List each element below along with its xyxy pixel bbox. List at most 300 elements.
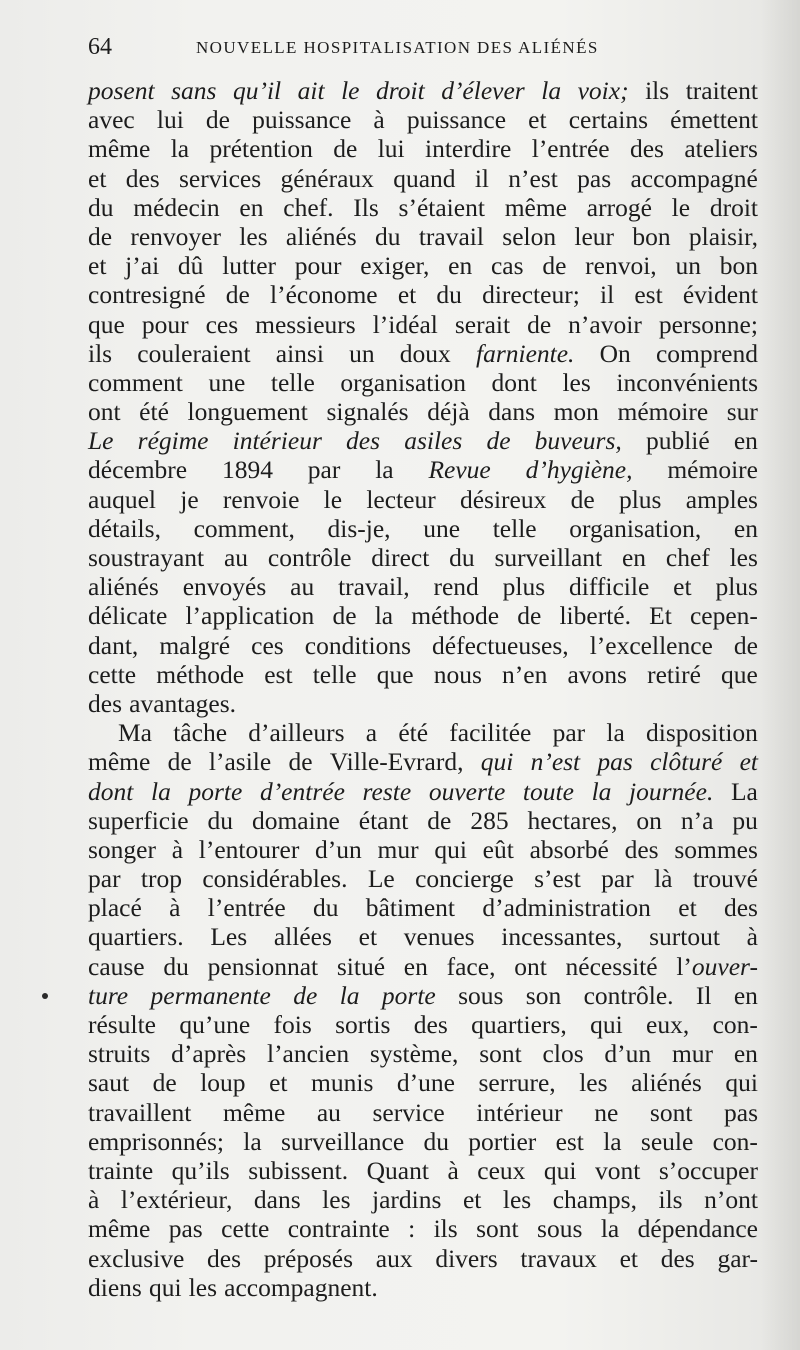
text-line bbox=[88, 105, 758, 134]
word: émettent bbox=[670, 105, 758, 135]
word: messieurs bbox=[255, 309, 356, 339]
page-header bbox=[88, 34, 758, 74]
word: ils bbox=[658, 1185, 683, 1215]
word: travail, bbox=[338, 572, 410, 602]
word: étant bbox=[358, 805, 409, 835]
word: nous bbox=[433, 659, 482, 689]
word: des bbox=[207, 1243, 242, 1273]
word: On bbox=[599, 338, 631, 368]
text-line bbox=[88, 222, 758, 251]
word: intérieur bbox=[232, 426, 322, 456]
word: mur bbox=[377, 834, 419, 864]
text-line bbox=[88, 1244, 758, 1273]
page-number: 64 bbox=[88, 34, 112, 60]
word: voix; bbox=[577, 76, 629, 105]
word: préposés bbox=[263, 1243, 354, 1273]
text-line bbox=[88, 455, 758, 484]
word: difficile bbox=[569, 572, 650, 602]
word: ture bbox=[88, 980, 129, 1010]
text-line bbox=[88, 368, 758, 397]
word: seule bbox=[640, 1126, 694, 1156]
text-line bbox=[88, 1010, 758, 1039]
word: serrure, bbox=[478, 1068, 556, 1098]
text-line bbox=[88, 310, 758, 339]
word: telle bbox=[270, 367, 315, 397]
word: contresigné bbox=[88, 280, 206, 310]
word: l’entrée bbox=[531, 134, 610, 164]
word: même bbox=[504, 192, 567, 222]
word: travail bbox=[418, 221, 484, 251]
word: plus bbox=[618, 484, 662, 514]
word: décembre bbox=[88, 455, 188, 485]
word: aliénés bbox=[285, 221, 357, 251]
word: exclusive bbox=[88, 1243, 185, 1273]
word: Ils bbox=[353, 192, 379, 222]
word: dont bbox=[491, 367, 537, 397]
text-line bbox=[88, 426, 758, 455]
word: droit bbox=[709, 192, 758, 222]
word: inconvénients bbox=[616, 367, 758, 397]
word: dont bbox=[88, 776, 134, 806]
word: les bbox=[729, 543, 758, 572]
word: de bbox=[205, 105, 230, 135]
word: services bbox=[179, 163, 262, 193]
word: posent bbox=[88, 76, 155, 105]
word: cas bbox=[490, 251, 524, 281]
word: la bbox=[606, 718, 625, 748]
word: s’étaient bbox=[398, 192, 485, 222]
word: même bbox=[88, 134, 151, 164]
word: lutter bbox=[222, 251, 277, 281]
word: les bbox=[188, 1272, 217, 1302]
word: des bbox=[413, 1010, 448, 1039]
word: les bbox=[562, 367, 591, 397]
word: de bbox=[542, 251, 567, 281]
word: par bbox=[601, 864, 634, 894]
word: est bbox=[555, 1126, 584, 1156]
text-line bbox=[88, 631, 758, 660]
word: portier bbox=[468, 1126, 537, 1156]
word: Il bbox=[695, 980, 712, 1010]
word: sans bbox=[171, 76, 217, 105]
word: la bbox=[170, 134, 190, 164]
word: au bbox=[316, 1097, 341, 1127]
word: Le bbox=[88, 426, 114, 456]
word: défectueuses, bbox=[432, 630, 569, 660]
word: ainsi bbox=[275, 338, 324, 368]
word: cette bbox=[88, 659, 137, 689]
word: d’entrée bbox=[259, 776, 345, 806]
word: dans bbox=[253, 1185, 301, 1215]
word: doux bbox=[399, 338, 451, 368]
word: ces bbox=[251, 630, 284, 660]
word: et bbox=[673, 572, 692, 602]
word: qu’il bbox=[232, 76, 282, 105]
word: et bbox=[397, 280, 417, 310]
word: en bbox=[733, 980, 758, 1010]
word: par bbox=[307, 455, 341, 485]
word: chef bbox=[665, 543, 710, 572]
word: et bbox=[462, 1185, 482, 1215]
word: du bbox=[375, 221, 401, 251]
word: ne bbox=[594, 1097, 619, 1127]
running-head: NOUVELLE HOSPITALISATION DES ALIÉNÉS bbox=[196, 38, 599, 57]
word: conditions bbox=[304, 630, 411, 660]
word: d’hygiène, bbox=[525, 455, 633, 485]
word: sous bbox=[537, 1214, 583, 1244]
word: permanente bbox=[150, 980, 271, 1010]
word: longuement bbox=[187, 397, 308, 427]
word: l’extérieur, bbox=[120, 1185, 233, 1215]
word: liberté. bbox=[559, 601, 631, 631]
word: s’occuper bbox=[658, 1155, 758, 1185]
word: soustrayant bbox=[88, 543, 205, 572]
text-line bbox=[88, 1068, 758, 1097]
word: Les bbox=[210, 922, 248, 952]
word: farniente. bbox=[475, 338, 575, 368]
word: cette bbox=[221, 1214, 270, 1244]
word: service bbox=[372, 1097, 445, 1127]
word: nécessité bbox=[565, 951, 658, 981]
word: Ville-Evrard, bbox=[329, 747, 464, 777]
word: on bbox=[636, 805, 662, 835]
word: comment, bbox=[193, 513, 295, 543]
text-line bbox=[88, 1156, 758, 1185]
word: d’élever bbox=[441, 76, 525, 105]
word: puissance bbox=[406, 105, 507, 135]
text-line bbox=[88, 601, 758, 630]
word: prétention bbox=[209, 134, 313, 164]
word: sont bbox=[649, 1097, 693, 1127]
word: retiré bbox=[647, 659, 701, 689]
word: comprend bbox=[655, 338, 758, 368]
word: malgré bbox=[159, 630, 231, 660]
word: tâche bbox=[173, 718, 228, 748]
word: ils bbox=[645, 76, 670, 105]
word: surveillance bbox=[280, 1126, 405, 1156]
word: de bbox=[570, 484, 595, 514]
word: aliénés bbox=[631, 1068, 702, 1098]
word: reste bbox=[362, 776, 412, 806]
word: concierge bbox=[415, 864, 514, 894]
word: publié bbox=[645, 426, 710, 456]
word: droit bbox=[376, 76, 425, 105]
word: j’ai bbox=[125, 251, 160, 281]
word: signalés bbox=[326, 397, 409, 427]
word: d’ailleurs bbox=[248, 718, 345, 748]
word: vont bbox=[595, 1155, 641, 1185]
word: à bbox=[447, 1155, 459, 1185]
word: 1894 bbox=[221, 455, 273, 485]
word: le bbox=[671, 192, 691, 222]
text-line bbox=[88, 718, 758, 747]
word: chef. bbox=[283, 192, 334, 222]
word: porte bbox=[381, 980, 436, 1010]
word: songer bbox=[88, 834, 156, 864]
word: en bbox=[733, 426, 758, 456]
word: aux bbox=[375, 1243, 413, 1273]
word: n’en bbox=[502, 659, 548, 689]
word: comment bbox=[88, 367, 183, 397]
word: sont bbox=[479, 1039, 522, 1069]
word: les bbox=[502, 1185, 532, 1215]
text-line bbox=[88, 251, 758, 280]
margin-dot bbox=[42, 993, 48, 999]
word: traitent bbox=[685, 76, 758, 105]
word: est bbox=[634, 280, 663, 310]
word: telle bbox=[312, 659, 357, 689]
word: que bbox=[721, 659, 758, 689]
word: sortis bbox=[335, 1010, 391, 1039]
word: exiger, bbox=[360, 251, 430, 281]
word: Le bbox=[367, 864, 395, 894]
word: sommes bbox=[674, 834, 758, 864]
word: pour bbox=[141, 309, 189, 339]
word: l’ouver- bbox=[676, 951, 758, 981]
word: qui bbox=[543, 1155, 577, 1185]
word: mon bbox=[553, 397, 599, 427]
word: la bbox=[375, 455, 394, 485]
body-text bbox=[88, 76, 758, 1302]
word: en bbox=[621, 543, 647, 572]
word: est bbox=[264, 659, 293, 689]
word: emprisonnés; bbox=[88, 1126, 224, 1156]
word: pensionnat bbox=[207, 951, 319, 981]
word: en bbox=[733, 513, 758, 543]
word: l’entrée bbox=[207, 893, 286, 923]
word: des bbox=[660, 1243, 695, 1273]
word: trainte bbox=[88, 1155, 154, 1185]
word: un bbox=[675, 251, 701, 281]
word: de bbox=[486, 426, 511, 456]
word: sous bbox=[458, 980, 504, 1010]
word: n’ont bbox=[704, 1185, 758, 1215]
text-line bbox=[88, 1214, 758, 1243]
word: une bbox=[208, 367, 246, 397]
word: de bbox=[167, 747, 192, 777]
word: de bbox=[427, 805, 452, 835]
word: un bbox=[349, 338, 375, 368]
word: les bbox=[239, 221, 268, 251]
word: l’excellence bbox=[589, 630, 713, 660]
word: et bbox=[358, 922, 378, 952]
word: la bbox=[339, 980, 360, 1010]
word: amples bbox=[685, 484, 758, 514]
word: cause bbox=[88, 951, 145, 981]
word: des bbox=[125, 163, 160, 193]
word: absorbé bbox=[529, 834, 609, 864]
word: à bbox=[169, 893, 181, 923]
word: renvoyer bbox=[130, 221, 221, 251]
word: La bbox=[730, 776, 758, 806]
word: à bbox=[373, 105, 385, 135]
word: directeur; bbox=[482, 280, 580, 310]
word: et bbox=[88, 163, 107, 193]
text-line bbox=[88, 747, 758, 776]
word: désireux bbox=[459, 484, 547, 514]
word: pour bbox=[294, 251, 342, 281]
word: là bbox=[654, 864, 673, 894]
word: quand bbox=[393, 163, 456, 193]
word: système, bbox=[369, 1039, 459, 1069]
text-line bbox=[88, 1127, 758, 1156]
word: con- bbox=[712, 1126, 758, 1156]
word: disposition bbox=[646, 718, 758, 748]
word: du bbox=[207, 805, 233, 835]
word: d’administration bbox=[482, 893, 651, 923]
text-line bbox=[88, 1273, 758, 1302]
word: été bbox=[398, 718, 429, 748]
word: et bbox=[739, 747, 758, 777]
text-line bbox=[88, 864, 758, 893]
word: lui bbox=[156, 105, 184, 135]
word: : bbox=[408, 1214, 416, 1244]
word: accompagnent. bbox=[224, 1272, 378, 1302]
word: situé bbox=[336, 951, 386, 981]
word: bon bbox=[719, 251, 758, 281]
word: Et bbox=[649, 601, 672, 631]
word: évident bbox=[682, 280, 758, 310]
word: que bbox=[376, 659, 414, 689]
word: de bbox=[293, 980, 318, 1010]
word: buveurs, bbox=[534, 426, 622, 456]
word: plus bbox=[502, 572, 546, 602]
text-line bbox=[88, 193, 758, 222]
word: son bbox=[525, 980, 562, 1010]
word: la bbox=[243, 1126, 262, 1156]
text-line bbox=[88, 1039, 758, 1068]
word: mémoire bbox=[667, 455, 758, 485]
word: rend bbox=[433, 572, 479, 602]
word: et bbox=[269, 1068, 288, 1098]
word: la bbox=[603, 1126, 622, 1156]
word: et bbox=[678, 893, 697, 923]
word: puissance bbox=[252, 105, 352, 135]
word: subissent. bbox=[248, 1155, 349, 1185]
word: quartiers, bbox=[471, 1010, 567, 1039]
word: leur bbox=[574, 221, 615, 251]
word: méthode bbox=[411, 601, 500, 631]
word: je bbox=[180, 484, 199, 514]
word: selon bbox=[502, 221, 557, 251]
word: trop bbox=[140, 864, 182, 894]
word: saut bbox=[88, 1068, 130, 1098]
word: couleraient bbox=[137, 338, 251, 368]
word: travaux bbox=[520, 1243, 597, 1273]
word: clôturé bbox=[650, 747, 723, 777]
word: et bbox=[88, 251, 107, 281]
word: résulte bbox=[88, 1010, 156, 1039]
word: ont bbox=[88, 397, 121, 427]
text-line bbox=[88, 835, 758, 864]
word: superficie bbox=[88, 805, 189, 835]
word: qui bbox=[590, 1010, 623, 1039]
word: organisation bbox=[340, 367, 466, 397]
word: mur bbox=[671, 1039, 714, 1069]
word: par bbox=[552, 718, 586, 748]
word: ateliers bbox=[684, 134, 758, 164]
word: con- bbox=[712, 1010, 758, 1039]
word: lui bbox=[377, 134, 405, 164]
word: eût bbox=[482, 834, 514, 864]
word: qui bbox=[480, 747, 514, 777]
word: ceux bbox=[477, 1155, 526, 1185]
word: de bbox=[733, 630, 758, 660]
word: la bbox=[591, 776, 612, 806]
word: a bbox=[365, 718, 378, 748]
word: auquel bbox=[88, 484, 156, 514]
word: munis bbox=[311, 1068, 374, 1098]
word: clos bbox=[542, 1039, 584, 1069]
word: arrogé bbox=[586, 192, 652, 222]
word: de bbox=[288, 747, 313, 777]
word: à bbox=[171, 834, 184, 864]
word: qui bbox=[148, 1272, 182, 1302]
word: pu bbox=[732, 805, 758, 835]
word: en bbox=[239, 192, 264, 222]
word: généraux bbox=[280, 163, 374, 193]
word: de bbox=[332, 601, 357, 631]
word: que bbox=[88, 309, 125, 339]
word: gar- bbox=[717, 1243, 758, 1273]
word: du bbox=[163, 951, 189, 981]
word: n’avoir bbox=[568, 309, 642, 339]
text-line bbox=[88, 543, 758, 572]
word: 285 bbox=[470, 805, 509, 835]
word: des bbox=[88, 688, 122, 718]
word: asiles bbox=[404, 426, 463, 456]
word: quartiers. bbox=[88, 922, 184, 952]
text-line bbox=[88, 806, 758, 835]
word: avec bbox=[88, 105, 135, 135]
word: struits bbox=[88, 1039, 151, 1069]
word: renvoie bbox=[222, 484, 300, 514]
text-line bbox=[88, 485, 758, 514]
word: organisation, bbox=[569, 513, 702, 543]
word: dant, bbox=[88, 630, 139, 660]
word: la bbox=[374, 601, 394, 631]
word: dis-je, bbox=[327, 513, 391, 543]
word: déjà bbox=[427, 397, 470, 427]
word: contrainte bbox=[287, 1214, 390, 1244]
text-line bbox=[88, 572, 758, 601]
word: surtout bbox=[649, 922, 720, 952]
word: considérables. bbox=[202, 864, 348, 894]
word: même bbox=[88, 1214, 151, 1244]
word: et bbox=[619, 1243, 638, 1273]
word: pas bbox=[597, 747, 633, 777]
word: jardins bbox=[372, 1185, 442, 1215]
word: à bbox=[746, 922, 758, 952]
word: Revue bbox=[428, 455, 491, 485]
text-line bbox=[88, 280, 758, 309]
word: l’entourer bbox=[198, 834, 300, 864]
word: travaillent bbox=[88, 1097, 192, 1127]
word: délicate bbox=[88, 601, 168, 631]
word: bon bbox=[632, 221, 671, 251]
text-line bbox=[88, 777, 758, 806]
text-line bbox=[88, 922, 758, 951]
word: mémoire bbox=[617, 397, 709, 427]
word: l’ancien bbox=[266, 1039, 350, 1069]
word: certains bbox=[568, 105, 649, 135]
word: et bbox=[528, 105, 547, 135]
word: n’est bbox=[530, 747, 581, 777]
word: dépendance bbox=[637, 1214, 758, 1244]
word: en bbox=[733, 1039, 758, 1069]
word: ont bbox=[514, 951, 547, 981]
text-line bbox=[88, 164, 758, 193]
